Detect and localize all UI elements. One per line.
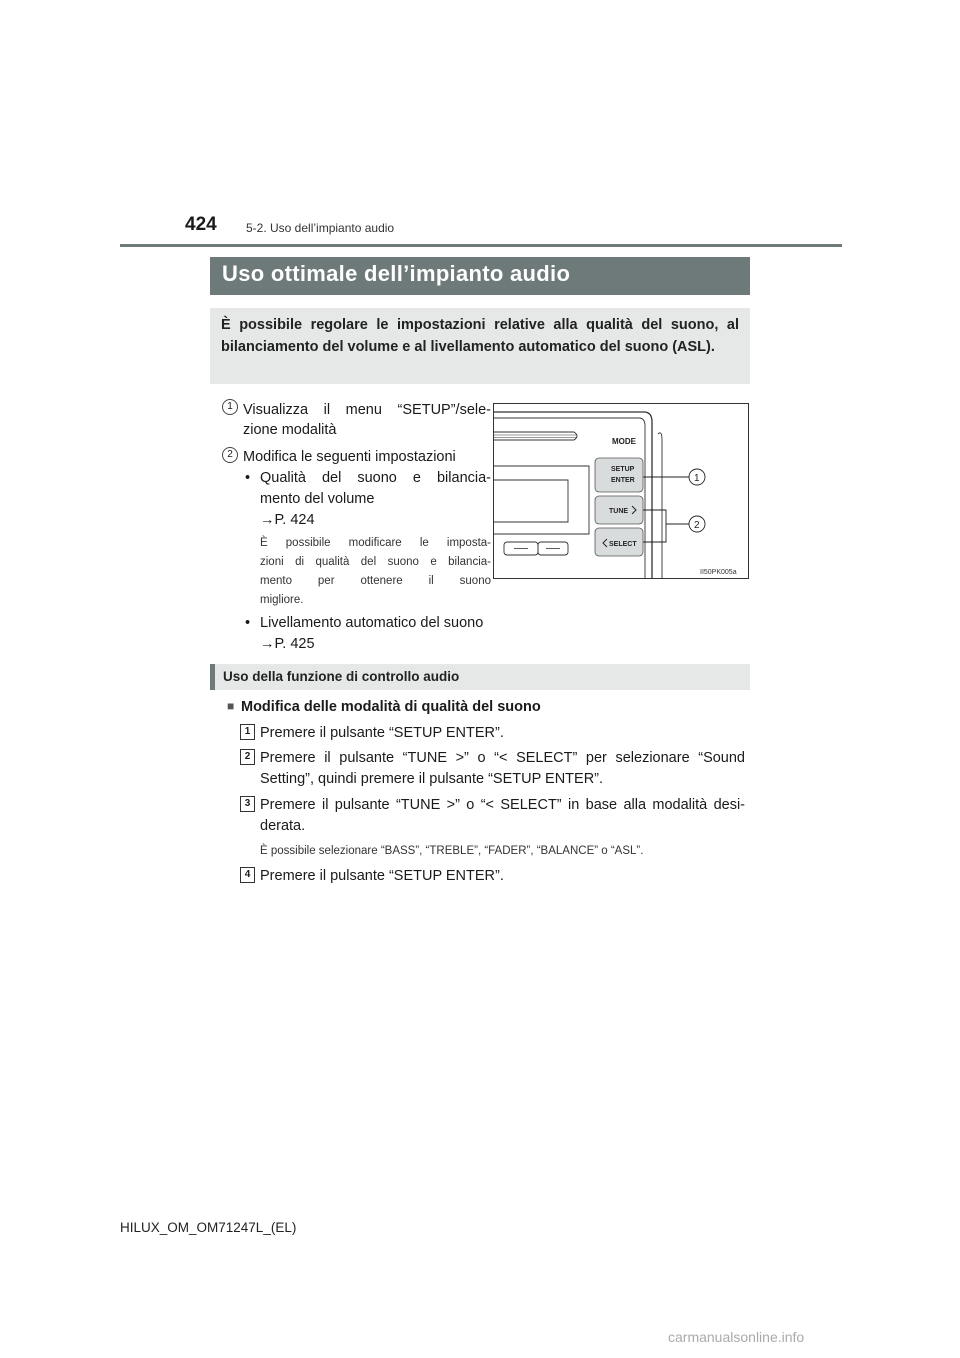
page-number: 424 [185, 214, 217, 235]
mode-label: MODE [612, 437, 636, 446]
section-title: Uso ottimale dell’impianto audio [222, 261, 571, 286]
bullet-2-line1: Livellamento automatico del suono [260, 615, 484, 631]
callout-number-2: 2 [694, 520, 700, 531]
step-number-1: 1 [222, 399, 238, 415]
square-bullet-icon: ■ [227, 699, 235, 713]
step-number-2: 2 [222, 447, 238, 463]
watermark: carmanualsonline.info [668, 1329, 805, 1345]
step-1-text-line1: Visualizza il menu “SETUP”/sele- [243, 402, 491, 418]
subheading: Uso della funzione di controllo audio [223, 669, 460, 684]
figure-code: II50PK005a [700, 569, 737, 576]
setup-enter-button [595, 458, 643, 492]
procedure-step-3-line2: derata. [260, 818, 306, 834]
header-divider [120, 244, 842, 247]
step-1-text-line2: zione modalità [243, 422, 337, 438]
procedure-step-number-3: 3 [240, 796, 255, 812]
procedure-step-3-line1: Premere il pulsante “TUNE >” o “< SELECT” in base alla modalità desi- [260, 797, 745, 813]
display-outer [494, 466, 589, 534]
bullet-1-note-line1: È possibile modificare le imposta- [260, 537, 491, 549]
bullet-1-note-line3: mento per ottenere il suono [260, 575, 491, 587]
audio-panel-illustration [493, 403, 749, 579]
intro-text: È possibile regolare le impostazioni relative alla qualità del suono, al bilanciamento del volume e al livellamento automatico del suono (ASL). [221, 317, 739, 355]
procedure-step-number-1: 1 [240, 724, 255, 740]
step-2-text: Modifica le seguenti impostazioni [243, 449, 456, 465]
section-title-bar [210, 257, 750, 295]
display-inner [494, 480, 568, 522]
bullet-1-page-ref: →P. 424 [260, 512, 315, 528]
callout-number-1: 1 [694, 473, 700, 484]
bullet-1-note-line2: zioni di qualità del suono e bilancia- [260, 556, 491, 568]
procedure-step-2-line1: Premere il pulsante “TUNE >” o “< SELECT” per selezionare “Sound [260, 750, 745, 766]
manual-code: HILUX_OM_OM71247L_(EL) [120, 1220, 297, 1235]
procedure-step-4-text: Premere il pulsante “SETUP ENTER”. [260, 868, 504, 884]
panel-edge-right [658, 433, 662, 578]
procedure-heading: Modifica delle modalità di qualità del suono [241, 699, 541, 715]
procedure-step-3-note: È possibile selezionare “BASS”, “TREBLE”, “FADER”, “BALANCE” o “ASL”. [260, 845, 644, 857]
select-label: SELECT [609, 541, 637, 548]
procedure-step-number-4: 4 [240, 867, 255, 883]
bullet-marker: • [245, 615, 251, 631]
bullet-2-page-ref: →P. 425 [260, 636, 315, 652]
tune-label: TUNE [609, 508, 629, 515]
bullet-1-line2: mento del volume [260, 491, 375, 507]
procedure-step-2-line2: Setting”, quindi premere il pulsante “SETUP ENTER”. [260, 771, 604, 787]
callout-bracket-2 [643, 510, 666, 542]
subheading-bar [210, 664, 750, 690]
cd-slot [494, 432, 577, 440]
procedure-step-1-text: Premere il pulsante “SETUP ENTER”. [260, 725, 504, 741]
bullet-1-line1: Qualità del suono e bilancia- [260, 470, 491, 486]
bullet-marker: • [245, 470, 251, 486]
section-reference: 5-2. Uso dell’impianto audio [246, 221, 395, 235]
bullet-1-note-line4: migliore. [260, 594, 304, 606]
enter-label: ENTER [611, 477, 635, 484]
intro-box [210, 308, 750, 384]
setup-label: SETUP [611, 466, 635, 473]
procedure-step-number-2: 2 [240, 749, 255, 765]
